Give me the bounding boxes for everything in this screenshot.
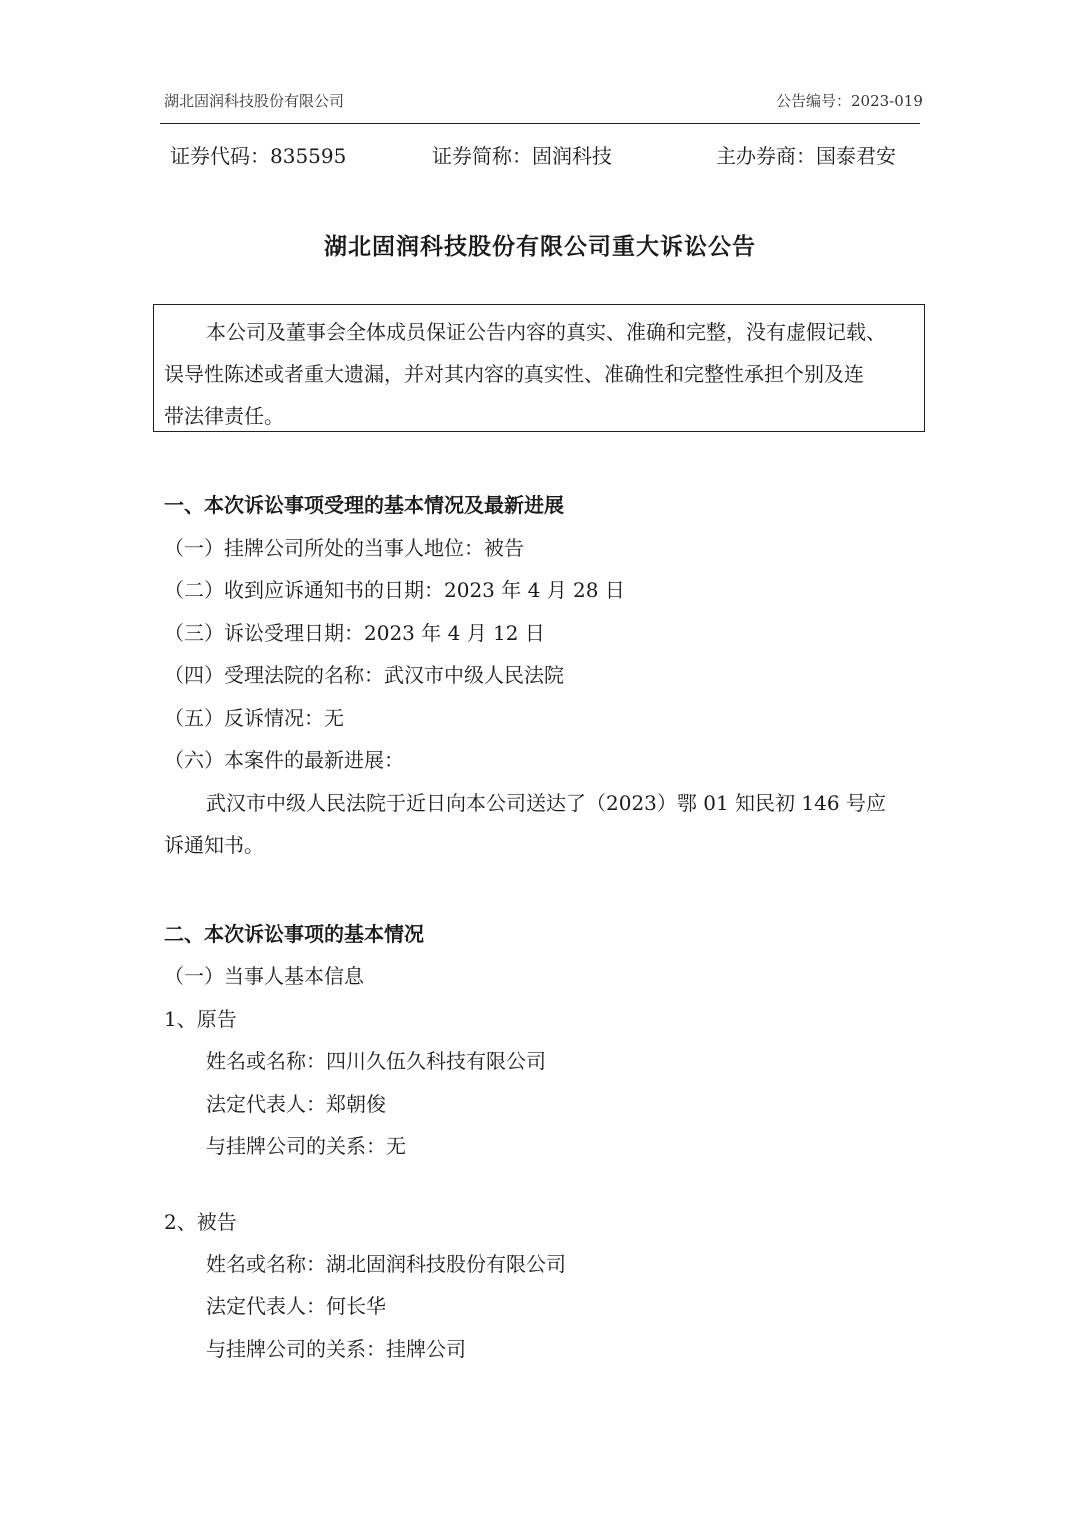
section1-item: （二）收到应诉通知书的日期：2023 年 4 月 28 日 [164, 578, 625, 602]
statement-line: 误导性陈述或者重大遗漏，并对其内容的真实性、准确性和完整性承担个别及连 [164, 362, 864, 386]
security-code: 证券代码：835595 [170, 144, 347, 168]
statement-line: 本公司及董事会全体成员保证公告内容的真实、准确和完整，没有虚假记载、 [206, 320, 886, 344]
plaintiff-label: 1、原告 [164, 1007, 237, 1031]
parties-subheading: （一）当事人基本信息 [164, 964, 364, 988]
defendant-name: 姓名或名称：湖北固润科技股份有限公司 [206, 1252, 566, 1276]
section1-item: （一）挂牌公司所处的当事人地位：被告 [164, 536, 524, 560]
section1-heading: 一、本次诉讼事项受理的基本情况及最新进展 [164, 493, 564, 517]
announcement-number: 公告编号：2023-019 [776, 92, 923, 110]
defendant-relation: 与挂牌公司的关系：挂牌公司 [206, 1337, 466, 1361]
plaintiff-representative: 法定代表人：郑朝俊 [206, 1092, 386, 1116]
document-title: 湖北固润科技股份有限公司重大诉讼公告 [324, 233, 756, 260]
section1-item: （五）反诉情况：无 [164, 706, 344, 730]
sponsor-broker: 主办券商：国泰君安 [716, 144, 896, 168]
plaintiff-relation: 与挂牌公司的关系：无 [206, 1134, 406, 1158]
section2-heading: 二、本次诉讼事项的基本情况 [164, 922, 424, 946]
section1-item: （四）受理法院的名称：武汉市中级人民法院 [164, 663, 564, 687]
plaintiff-name: 姓名或名称：四川久伍久科技有限公司 [206, 1049, 546, 1073]
header-divider [160, 123, 920, 124]
header-company-name: 湖北固润科技股份有限公司 [164, 92, 345, 110]
security-abbreviation: 证券简称：固润科技 [432, 144, 612, 168]
progress-text: 武汉市中级人民法院于近日向本公司送达了（2023）鄂 01 知民初 146 号应 [206, 791, 886, 815]
section1-item: （三）诉讼受理日期：2023 年 4 月 12 日 [164, 621, 545, 645]
defendant-label: 2、被告 [164, 1210, 237, 1234]
section1-item: （六）本案件的最新进展： [164, 748, 404, 772]
statement-line: 带法律责任。 [164, 404, 284, 428]
progress-text: 诉通知书。 [164, 833, 264, 857]
defendant-representative: 法定代表人：何长华 [206, 1294, 386, 1318]
